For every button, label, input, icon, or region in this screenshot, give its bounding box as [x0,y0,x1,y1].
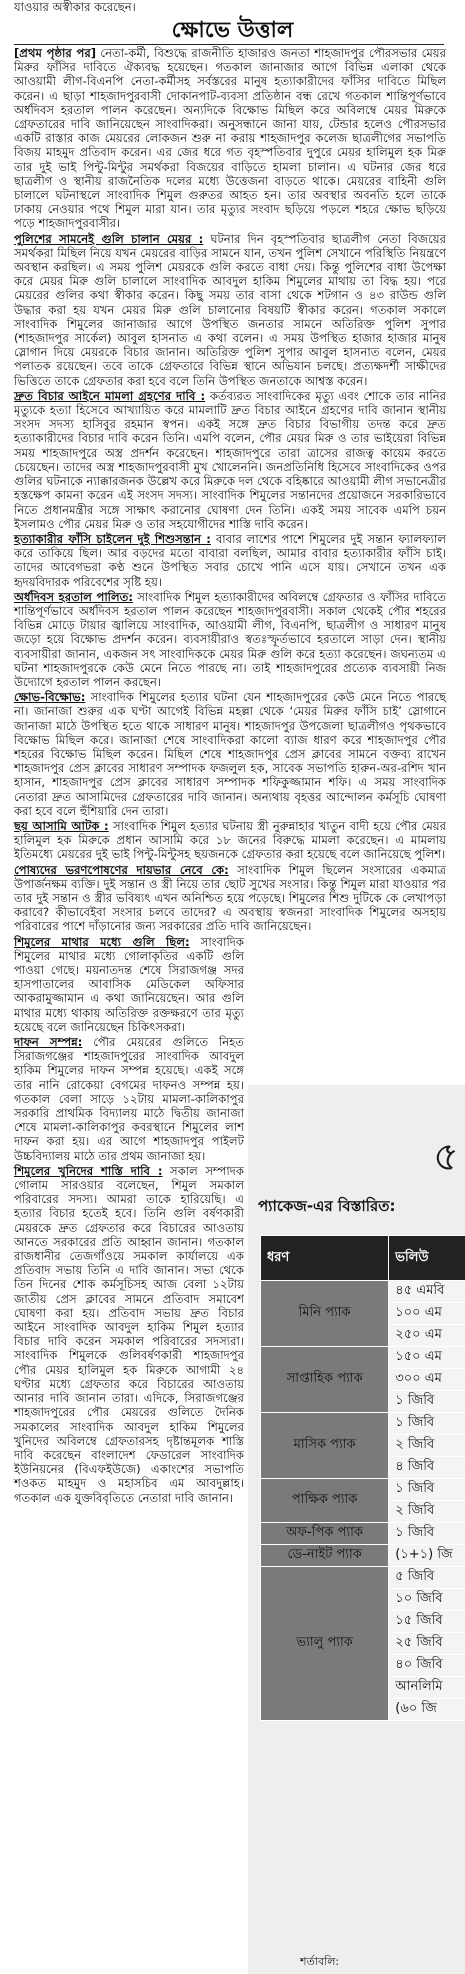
paragraph-text: সাংবাদিক শিমুল ছিলেন সংসারের একমাত্র উপার্জনক্ষম ব্যক্তি। দুই সন্তান ও স্ত্রী নিয়ে তার ছোট সুখের সংসার। কিন্তু শিমুল মারা যাওয়ার পর তার দুই সন্তান ও স্ত্রীর ভবিষ্যৎ এখন অনিশ্চিত হয়ে পড়েছে। শিমুলের শিশু দুটিকে কে লেখাপড়া করাবে? কীভাবেইবা সংসার চলবে তাদের? এ অবস্থায় স্বজনরা সাংবাদিক শিমুলের অসহায় পরিবারের পাশে দাঁড়ানোর জন্য সরকারের প্রতি দাবি জানিয়েছেন। [14,862,446,934]
package-volume-cell: ১৫০ এম [389,1347,465,1369]
article-paragraph [14,819,446,862]
header-type: ধরণ [261,1236,389,1281]
headline: ক্ষোভে উত্তাল [171,17,294,43]
table-row [261,1567,465,1589]
paragraph-lead: দাফন সম্পন্ন: [14,1035,83,1050]
table-header-row [261,1236,465,1281]
ad-title: প্যাকেজ-এর বিস্তারিত: [258,1197,396,1215]
package-volume-cell: ৫ জিবি [389,1567,465,1589]
package-type-cell: মিনি প্যাক [261,1281,389,1347]
paragraph-text: সাংবাদিক শিমুলের মাথার মধ্যে গোলাকৃতির একটি গুলি পাওয়া গেছে। ময়নাতদন্ত শেষে সিরাজগঞ্জ সদর হাসপাতালের আবাসিক মেডিকেল অফিসার আকরামুজ্জামান এ কথা জানিয়েছেন। আর গুলি মাথার মধ্যে থাকায় অতিরিক্ত রক্তক্ষরণে তার মৃত্যু হয়েছে বলে জানিয়েছেন চিকিৎসকরা। [14,934,245,1034]
article-paragraph [14,532,446,589]
article-paragraph [14,863,446,934]
article-paragraph [14,1035,244,1163]
paragraph-text: কর্তব্যরত সাংবাদিকের মৃত্যু এবং শোকে তার নানির মৃত্যুকে হত্যা হিসেবে আখ্যায়িত করে মামলাটি দ্রুত বিচার আইনে গ্রহণের দাবি জানান স্থানীয় সংসদ সদস্য হাসিবুর রহমান স্বপন। একই সঙ্গে দ্রুত বিচার বিভাগীয় তদন্ত করে দ্রুত হত্যাকারীদের বিচার দাবি করেন তিনি। এমপি বলেন, পৌর মেয়র মিরু ও তার ভাইয়েরা বিভিন্ন সময় শাহজাদপুরে অস্ত্র প্রদর্শন করেছেন। শাহজাদপুরে তারা ত্রাসের রাজত্ব কায়েম করতে চেয়েছেন। তাদের অস্ত্র শাহজাদপুরবাসী মুখ খোলেননি। জনপ্রতিনিধি হিসেবে সাংবাদিকের ওপর গুলির ঘটনাকে ন্যাক্কারজনক উল্লেখ করে মিরুকে দল থেকে বহিষ্কারে আওয়ামী লীগ সভানেত্রীর হস্তক্ষেপ কামনা করেন এই সংসদ সদস্য। সাংবাদিক শিমুলের সন্তানদের প্রয়োজনে সরকারিভাবে নিতে প্রধানমন্ত্রীর সঙ্গে সাক্ষাৎ করানোর ঘোষণা দেন তিনি। একই সময় সাবেক এমপি চয়ন ইসলামও পৌর মেয়র মিরু ও তার সহযোগীদের শাস্তি দাবি করেন। [14,388,446,531]
paragraph-lead: অর্ধদিবস হরতাল পালিত: [14,589,133,604]
package-volume-cell: ১৫ জিবি [389,1611,465,1633]
paragraph-lead: হত্যাকারীর ফাঁসি চাইলেন দুই শিশুসন্তান : [14,531,211,546]
article-paragraph [14,1164,244,1505]
table-row [261,1479,465,1501]
paragraph-lead: [প্রথম পৃষ্ঠার পর] [14,46,97,60]
package-volume-cell: ২৫ জিবি [389,1633,465,1655]
table-row [261,1523,465,1545]
package-volume-cell: ৪ জিবি [389,1457,465,1479]
article-paragraph [14,690,446,818]
package-table [260,1235,465,1721]
paragraph-lead: পুলিশের সামনেই গুলি চালান মেয়র : [14,231,204,246]
paragraph-text: ঘটনার দিন বৃহস্পতিবার ছাত্রলীগ নেতা বিজয়ের সমর্থকরা মিছিল নিয়ে যখন মেয়রের বাড়ির সামনে যান, তখন পুলিশ সেখানে পরিস্থিতি নিয়ন্ত্রণে অবস্থান করছিল। এ সময় পুলিশ মেয়রকে গুলি করতে বাধা দেয়। কিন্তু পুলিশের বাধা উপেক্ষা করে মেয়র মিরু গুলি চালালে সাংবাদিক আবদুল হাকিম শিমুলের মাথায় তা বিদ্ধ হয়। পরে মেয়রের গুলির কথা স্বীকার করেন। কিছু সময় তার বাসা থেকে শটগান ও ৪৩ রাউন্ড গুলি উদ্ধার করা হয় যখন মেয়র মিরু গুলি চালানোর বিষয়টি স্বীকার করেন। গতকাল সকালে সাংবাদিক শিমুলের জানাজার আগে উপস্থিত জনতার সামনে অতিরিক্ত পুলিশ সুপার (শাহজাদপুর সার্কেল) আবুল হাসনাত এ কথা বলেন। এ সময় উপস্থিত হাজার হাজার মানুষ স্লোগান দিয়ে মেয়রকে বিচার জানান। অতিরিক্ত পুলিশ সুপার আবুল হাসনাত বলেন, মেয়র পলাতক রয়েছেন। তবে তাকে গ্রেফতারে বিভিন্ন স্থানে অভিযান চলছে। প্রত্যক্ষদর্শী সাক্ষীদের ভিত্তিতে তাকে গ্রেফতার করা হবে বলে তিনি উপস্থিত জনতাকে আশ্বস্ত করেন। [14,231,447,388]
table-row [261,1545,465,1567]
article-paragraph [14,389,446,531]
paragraph-lead: শিমুলের মাথার মধ্যে গুলি ছিল: [14,934,190,949]
package-volume-cell: (৬০ জি [389,1699,465,1721]
paragraph-lead: ক্ষোভ-বিক্ষোভ: [14,690,86,705]
package-volume-cell: ১ জিবি [389,1391,465,1413]
ad-heading-fragment: ৫ [433,1134,459,1180]
top-line-text: যাওয়ার অস্বীকার করেছেন। [14,0,136,14]
package-volume-cell: ২ জিবি [389,1435,465,1457]
advertisement-box [248,1085,465,1974]
package-type-cell: পাক্ষিক প্যাক [261,1479,389,1523]
article-paragraph [14,46,446,231]
package-volume-cell: আনলিমি [389,1677,465,1699]
paragraph-lead: পোষ্যদের ভরণপোষণের দায়ভার নেবে কে: [14,862,229,877]
article-paragraph [14,232,446,388]
package-volume-cell: ২৫০ এম [389,1325,465,1347]
package-volume-cell: ১ জিবি [389,1479,465,1501]
article-paragraph [14,935,244,1034]
table-row [261,1281,465,1303]
package-type-cell: ভ্যালু প্যাক [261,1567,389,1721]
package-volume-cell: (১+১) জি [389,1545,465,1567]
paragraph-text: সাংবাদিক শিমুল হত্যার ঘটনায় স্ত্রী নুরুন্নাহার খাতুন বাদী হয়ে পৌর মেয়র হালিমুল হক মিরুকে প্রধান আসামি করে ১৮ জনের বিরুদ্ধে মামলা করেছেন। এ মামলায় ইতিমধ্যে মেয়রের দুই ভাই পিন্টু-মিন্টুসহ ছয়জনকে গ্রেফতার করা হয়েছে বলে জানিয়েছে পুলিশ। [14,818,446,862]
package-volume-cell: ২ জিবি [389,1501,465,1523]
package-volume-cell: ১ জিবি [389,1523,465,1545]
table-row [261,1413,465,1435]
package-type-cell: মাসিক প্যাক [261,1413,389,1479]
paragraph-lead: শিমুলের খুনিদের শাস্তি দাবি : [14,1163,163,1178]
paragraph-lead: ছয় আসামি আটক : [14,818,109,833]
package-volume-cell: ১ জিবি [389,1413,465,1435]
package-volume-cell: ১০০ এম [389,1303,465,1325]
paragraph-text: সাংবাদিক শিমুলের হত্যার ঘটনা যেন শাহজাদপুরের কেউ মেনে নিতে পারছে না। জানাজা শুরুর এক ঘণ্টা আগেই বিভিন্ন মহল্লা থেকে ‘মেয়র মিরুর ফাঁসি চাই’ স্লোগানে জানাজা মাঠে উপস্থিত হতে থাকে সাধারণ মানুষ। শাহজাদপুর উপজেলা ছাত্রলীগও পৃথকভাবে বিক্ষোভ মিছিল করে। জানাজা শেষে সাংবাদিকরা কালো ব্যাজ ধারণ করে শাহজাদপুর পৌর শহরের বিক্ষোভ মিছিল করেন। মিছিল শেষে শাহজাদপুর প্রেস ক্লাবের সামনে বক্তব্য রাখেন শাহজাদপুর প্রেস ক্লাবের সাধারণ সম্পাদক ফজলুল হক, সাবেক সভাপতি হারুন-অর-রশিদ খান হাসান, শাহজাদপুর প্রেস ক্লাবের সাধারণ সম্পাদক শফিকুজ্জামান শফি। এ সময় সাংবাদিক নেতারা দ্রুত আসামিদের গ্রেফতারের দাবি জানান। অন্যথায় বৃহত্তর আন্দোলন কর্মসূচি ঘোষণা করা হবে বলে হুঁশিয়ারি দেন তারা। [14,690,446,818]
table-row [261,1347,465,1369]
ad-terms-label: শর্তাবলি: [300,1955,340,1968]
article-paragraph [14,590,446,689]
package-volume-cell: ৩০০ এম [389,1369,465,1391]
package-volume-cell: ৪০ জিবি [389,1655,465,1677]
paragraph-text: সকাল সম্পাদক গোলাম সারওয়ার বলেছেন, শিমুল সমকাল পরিবারের সদস্য। আমরা তাকে হারিয়েছি। এ হত্যার বিচার হতেই হবে। তিনি গুলি বর্ষণকারী মেয়রকে দ্রুত গ্রেফতার করে বিচারের আওতায় আনতে সরকারের প্রতি আহ্বান জানান। গতকাল রাজধানীর তেজগাঁওয়ে সমকাল কার্যালয়ে এক প্রতিবাদ সভায় তিনি এ দাবি জানান। সভা থেকে তিন দিনের শোক কর্মসূচিসহ আজ বেলা ১২টায় জাতীয় প্রেস ক্লাবের সামনে প্রতিবাদ সমাবেশ ঘোষণা করা হয়। প্রতিবাদ সভায় দ্রুত বিচার আইনে সাংবাদিক আবদুল হাকিম শিমুল হত্যার বিচার দাবি করেন সমকাল পরিবারের সদস্যরা। সাংবাদিক শিমুলকে গুলিবর্ষণকারী শাহজাদপুর পৌর মেয়র হালিমুল হক মিরুকে আগামী ২৪ ঘণ্টার মধ্যে গ্রেফতার করে বিচারের আওতায় আনার দাবি জানান তারা। এদিকে, সিরাজগঞ্জের শাহজাদপুরের পৌর মেয়রের গুলিতে দৈনিক সমকালের সাংবাদিক আবদুল হাকিম শিমুলের খুনিদের অবিলম্বে গ্রেফতারসহ দৃষ্টান্তমূলক শাস্তি দাবি করেছেন বাংলাদেশ ফেডারেল সাংবাদিক ইউনিয়নের (বিএফইউজে) একাংশের সভাপতি শওকত মাহমুদ ও মহাসচিব এম আবদুল্লাহ। গতকাল এক যুক্তবিবৃতিতে নেতারা দাবি জানান। [14,1163,244,1505]
headline-divider [14,44,444,45]
package-type-cell: ডে-নাইট প্যাক [261,1545,389,1567]
paragraph-text: বাবার লাশের পাশে শিমুলের দুই সন্তান ফ্যালফ্যাল করে তাকিয়ে ছিল। আর বড়দের মতো বাবারা বলছিল, আমার বাবার হত্যাকারীর ফাঁসি চাই। তাদের আবেগভরা কণ্ঠ শুনে উপস্থিত সবার চোখে পানি এসে যায়। সেখানে তখন এক হৃদয়বিদারক পরিবেশের সৃষ্টি হয়। [14,531,446,589]
package-volume-cell: ১০ জিবি [389,1589,465,1611]
paragraph-text: নেতা-কর্মী, বিশুদ্ধে রাজনীতি হাজারও জনতা শাহজাদপুর পৌরসভার মেয়র মিরুর ফাঁসির দাবিতে ঐক্যবদ্ধ হয়েছেন। গতকাল জানাজার আগে বিভিন্ন এলাকা থেকে আওয়ামী লীগ-বিএনপি নেতা-কর্মীসহ সর্বস্তরের মানুষ হত্যাকারীদের ফাঁসির দাবিতে মিছিল করেন। এ ছাড়া শাহজাদপুরবাসী দোকানপাট-ব্যবসা প্রতিষ্ঠান বন্ধ রেখে গতকাল শান্তিপূর্ণভাবে অর্ধদিবস হরতাল পালন করেছেন। অন্যদিকে বিক্ষোভ মিছিল করে অবিলম্বে মেয়র মিরুকে গ্রেফতারের দাবি জানিয়েছেন সাংবাদিকরা। অনুসন্ধানে জানা যায়, টেন্ডার হলেও পৌরসভার একটি রাস্তার কাজ মেয়রের লোকজন শুরু না করায় শাহজাদপুর কলেজ ছাত্রলীগের সভাপতি বিজয় মাহমুদ প্রতিবাদ করেন। এর জের ধরে গত বৃহস্পতিবার দুপুরে মেয়র হালিমুল হক মিরু তার দুই ভাই পিন্টু-মিন্টুর সমর্থকরা বিজয়ের বাড়িতে হামলা চালান। এ ঘটনার জের ধরে ছাত্রলীগ ও স্থানীয় রাজনৈতিক দলের মধ্যে উত্তেজনা বাড়তে থাকে। মেয়রের বাহিনী গুলি চালালে ঘটনাস্থলে সাংবাদিক শিমুল গুরুতর আহত হন। তার অবস্থার অবনতি হলে তাকে ঢাকায় নেওয়ার পথে শিমুল মারা যান। তার মৃত্যুর সংবাদ ছড়িয়ে পড়লে শহরে ক্ষোভ ছড়িয়ে পড়ে শাহজাদপুরবাসীর। [14,46,446,231]
paragraph-text: পৌর মেয়রের গুলিতে নিহত সিরাজগঞ্জের শাহজাদপুরের সাংবাদিক আবদুল হাকিম শিমুলের দাফন সম্পন্ন হয়েছে। একই সঙ্গে তার নানি রোকেয়া বেগমের দাফনও সম্পন্ন হয়। গতকাল বেলা সাড়ে ১২টায় মামলা-কালিকাপুর সরকারি প্রাথমিক বিদ্যালয় মাঠে দ্বিতীয় জানাজা শেষে মামলা-কালিকাপুর কবরস্থানে শিমুলের লাশ দাফন করা হয়। এর আগে শাহজাদপুর পাইলট উচ্চবিদ্যালয় মাঠে তার প্রথম জানাজা হয়। [14,1035,245,1163]
package-type-cell: অফ-পিক প্যাক [261,1523,389,1545]
header-volume: ভলিউ [389,1236,465,1281]
paragraph-lead: দ্রুত বিচার আইনে মামলা গ্রহণের দাবি : [14,388,206,403]
paragraph-text: সাংবাদিক শিমুল হত্যাকারীদের অবিলম্বে গ্রেফতার ও ফাঁসির দাবিতে শান্তিপূর্ণভাবে অর্ধদিবস হরতাল পালন করেছেন শাহজাদপুরবাসী। সকাল থেকেই পৌর শহরের বিভিন্ন মোড়ে টায়ার জ্বালিয়ে সাংবাদিক, আওয়ামী লীগ, বিএনপি, ছাত্রলীগ ও সাধারণ মানুষ জড়ো হয়ে বিক্ষোভ প্রদর্শন করেন। ব্যবসায়ীরাও স্বতঃস্ফূর্তভাবে হরতালে সাড়া দেন। স্থানীয় ব্যবসায়ীরা জানান, একজন সৎ সাংবাদিককে মেয়র মিরু গুলি করে হত্যা করেছেন। জঘন্যতম এ ঘটনা শাহজাদপুরকে কেউ মেনে নিতে পারছে না। তাই শাহজাদপুরের প্রত্যেক ব্যবসায়ী নিজ উদ্যোগে হরতাল পালন করছেন। [14,589,446,689]
package-type-cell: সাপ্তাহিক প্যাক [261,1347,389,1413]
package-volume-cell: ৪৫ এমবি [389,1281,465,1303]
